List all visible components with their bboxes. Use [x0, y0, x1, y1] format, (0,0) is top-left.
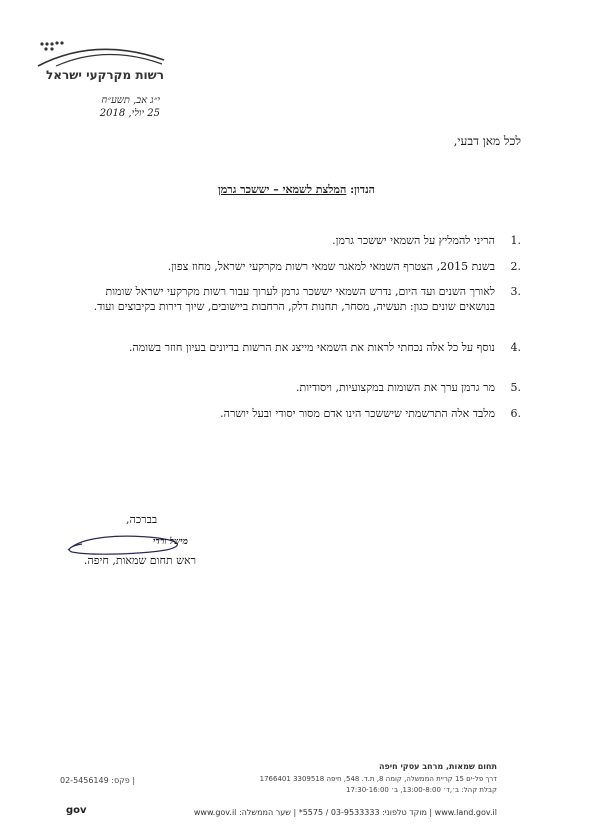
- gregorian-date: 25 יולי, 2018: [99, 108, 160, 119]
- logo-text: רשות מקרקעי ישראל: [46, 68, 164, 82]
- item-text: מר גרמן ערך את השומות במקצועיות, ויסודיות.: [296, 381, 495, 394]
- subject-line: [0, 183, 593, 196]
- signer-title: ראש תחום שמאות, חיפה.: [83, 554, 196, 567]
- date-block: [60, 94, 160, 120]
- signer-name: מישל ורדי: [152, 537, 188, 547]
- footer-address: דרך פל-ים 15 קריית הממשלה, קומה 8, ת.ד. 548, חיפה 3309518 1766401: [259, 775, 497, 783]
- item-number: .6: [510, 407, 521, 420]
- list-item: [81, 284, 521, 314]
- item-text: בשנת 2015, הצטרף השמאי למאגר שמאי רשות מקרקעי ישראל, מחוז צפון.: [167, 260, 495, 273]
- subject-label: הנדון:: [350, 183, 375, 196]
- list-item: [81, 380, 521, 395]
- item-text: נוסף על כל אלה נכחתי לראות את השמאי מייצג את הרשות בדיונים בעיון חוזר בשומה.: [128, 341, 495, 354]
- footer-web: www.land.gov.il | מוקד טלפוני: 03-9533333 / 5575* | שער הממשלה: www.gov.il: [193, 808, 497, 817]
- gov-logo: gov: [66, 805, 87, 816]
- subject-text: המלצת לשמאי – יששכר גרמן: [217, 183, 347, 196]
- footer-hours: קבלת קהל: ב׳,ד׳ 13:00-8:00, ב׳ 17:30-16:00: [346, 786, 497, 794]
- item-number: .4: [510, 341, 521, 354]
- logo-arc-icon: [36, 38, 168, 72]
- list-item: [81, 406, 521, 421]
- item-number: .3: [510, 285, 521, 298]
- rmi-logo: [36, 38, 168, 100]
- footer-title: תחום שמאות, מרחב עסקי חיפה: [379, 762, 497, 771]
- item-number: .5: [510, 381, 521, 394]
- item-number: .2: [510, 260, 521, 273]
- hebrew-date: י״ג אב, תשע״ח: [101, 95, 160, 106]
- list-item: [81, 233, 521, 248]
- footer-fax: פקס: 02-5456149 |: [60, 776, 136, 785]
- recipient-line: לכל מאן דבעי,: [453, 134, 521, 148]
- item-text: מלבד אלה התרשמתי שיששכר הינו אדם מסור יסודי ובעל יושרה.: [220, 407, 495, 420]
- letterhead-footer: [0, 762, 593, 837]
- item-text: הריני להמליץ על השמאי יששכר גרמן.: [332, 234, 495, 247]
- item-number: .1: [510, 234, 521, 247]
- list-item: [81, 340, 521, 355]
- list-item: [81, 259, 521, 274]
- item-text: לאורך השנים ועד היום, נדרש השמאי יששכר גרמן לערוך עבור רשות מקרקעי ישראל שומות בנושאים שונים כגון: תעשיה, מסחר, תחנות דלק, הרחבות ביישובים, שיוך דירות בקיבוצים ועוד.: [93, 285, 495, 313]
- sign-off: בברכה,: [126, 513, 158, 526]
